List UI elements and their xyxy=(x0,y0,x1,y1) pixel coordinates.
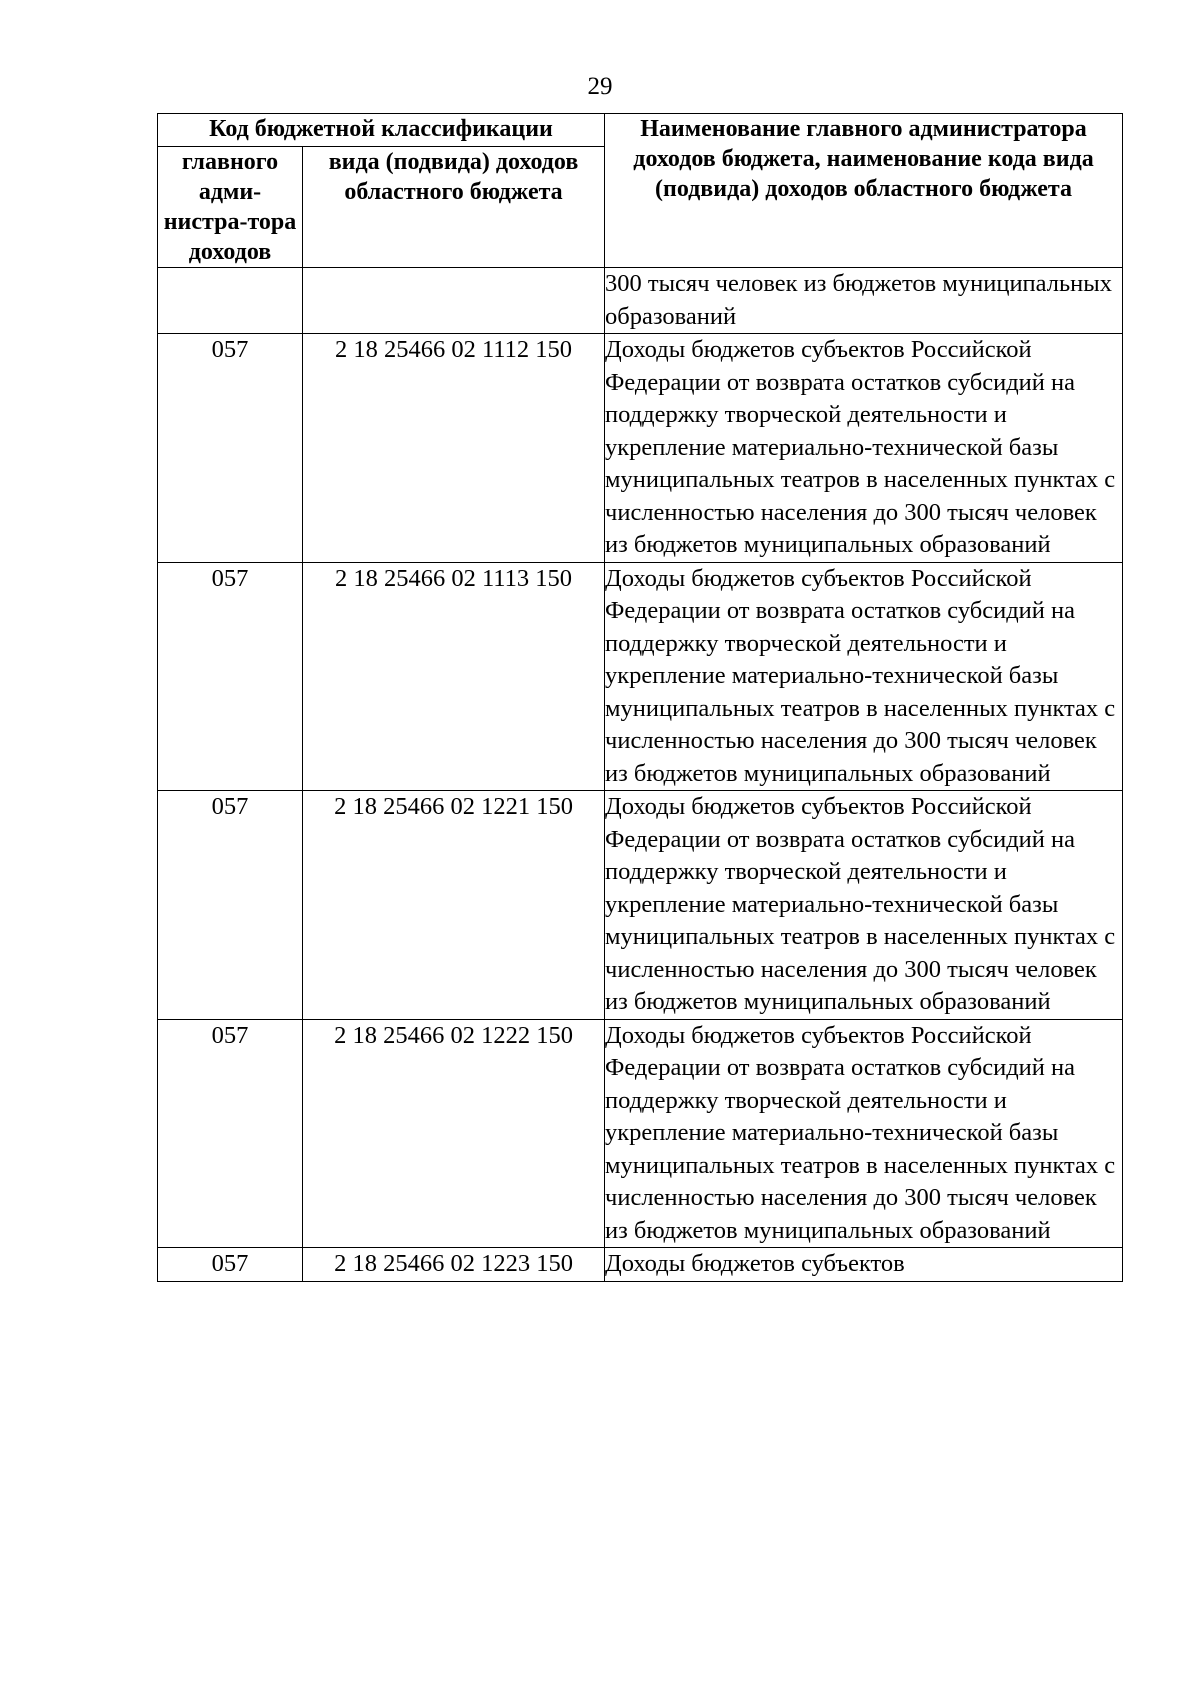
cell-name: Доходы бюджетов субъектов Российской Федерации от возврата остатков субсидий на поддержку творческой деятельности и укрепление материально-технической базы муниципальных театров в населенных пунктах с численностью населения до 300 тысяч человек из бюджетов муниципальных образований xyxy=(605,562,1123,791)
cell-code: 2 18 25466 02 1113 150 xyxy=(303,562,605,791)
cell-admin: 057 xyxy=(158,1248,303,1282)
table-row-continued xyxy=(158,268,1123,334)
cell-code: 2 18 25466 02 1221 150 xyxy=(303,791,605,1020)
cell-code xyxy=(303,268,605,334)
cell-admin: 057 xyxy=(158,791,303,1020)
table-row xyxy=(158,791,1123,1020)
cell-name: Доходы бюджетов субъектов Российской Федерации от возврата остатков субсидий на поддержку творческой деятельности и укрепление материально-технической базы муниципальных театров в населенных пунктах с численностью населения до 300 тысяч человек из бюджетов муниципальных образований xyxy=(605,791,1123,1020)
cell-name: Доходы бюджетов субъектов xyxy=(605,1248,1123,1282)
header-col-name: Наименование главного администратора доходов бюджета, наименование кода вида (подвида) доходов областного бюджета xyxy=(605,114,1123,268)
cell-admin xyxy=(158,268,303,334)
cell-code: 2 18 25466 02 1222 150 xyxy=(303,1019,605,1248)
cell-name: Доходы бюджетов субъектов Российской Федерации от возврата остатков субсидий на поддержку творческой деятельности и укрепление материально-технической базы муниципальных театров в населенных пунктах с численностью населения до 300 тысяч человек из бюджетов муниципальных образований xyxy=(605,1019,1123,1248)
cell-code: 2 18 25466 02 1112 150 xyxy=(303,334,605,563)
cell-admin: 057 xyxy=(158,562,303,791)
cell-admin: 057 xyxy=(158,1019,303,1248)
cell-admin: 057 xyxy=(158,334,303,563)
table-row xyxy=(158,1248,1123,1282)
cell-code: 2 18 25466 02 1223 150 xyxy=(303,1248,605,1282)
table-header-row-top xyxy=(158,114,1123,147)
header-col-admin: главного адми-нистра-тора доходов xyxy=(158,147,303,268)
table-row xyxy=(158,562,1123,791)
page-number: 29 xyxy=(587,73,613,100)
header-col-code: вида (подвида) доходов областного бюджета xyxy=(303,147,605,268)
cell-name: Доходы бюджетов субъектов Российской Федерации от возврата остатков субсидий на поддержку творческой деятельности и укрепление материально-технической базы муниципальных театров в населенных пунктах с численностью населения до 300 тысяч человек из бюджетов муниципальных образований xyxy=(605,334,1123,563)
table-row xyxy=(158,334,1123,563)
budget-classification-table xyxy=(157,113,1123,1282)
header-group-title: Код бюджетной классификации xyxy=(158,114,605,147)
cell-name: 300 тысяч человек из бюджетов муниципальных образований xyxy=(605,268,1123,334)
table-row xyxy=(158,1019,1123,1248)
